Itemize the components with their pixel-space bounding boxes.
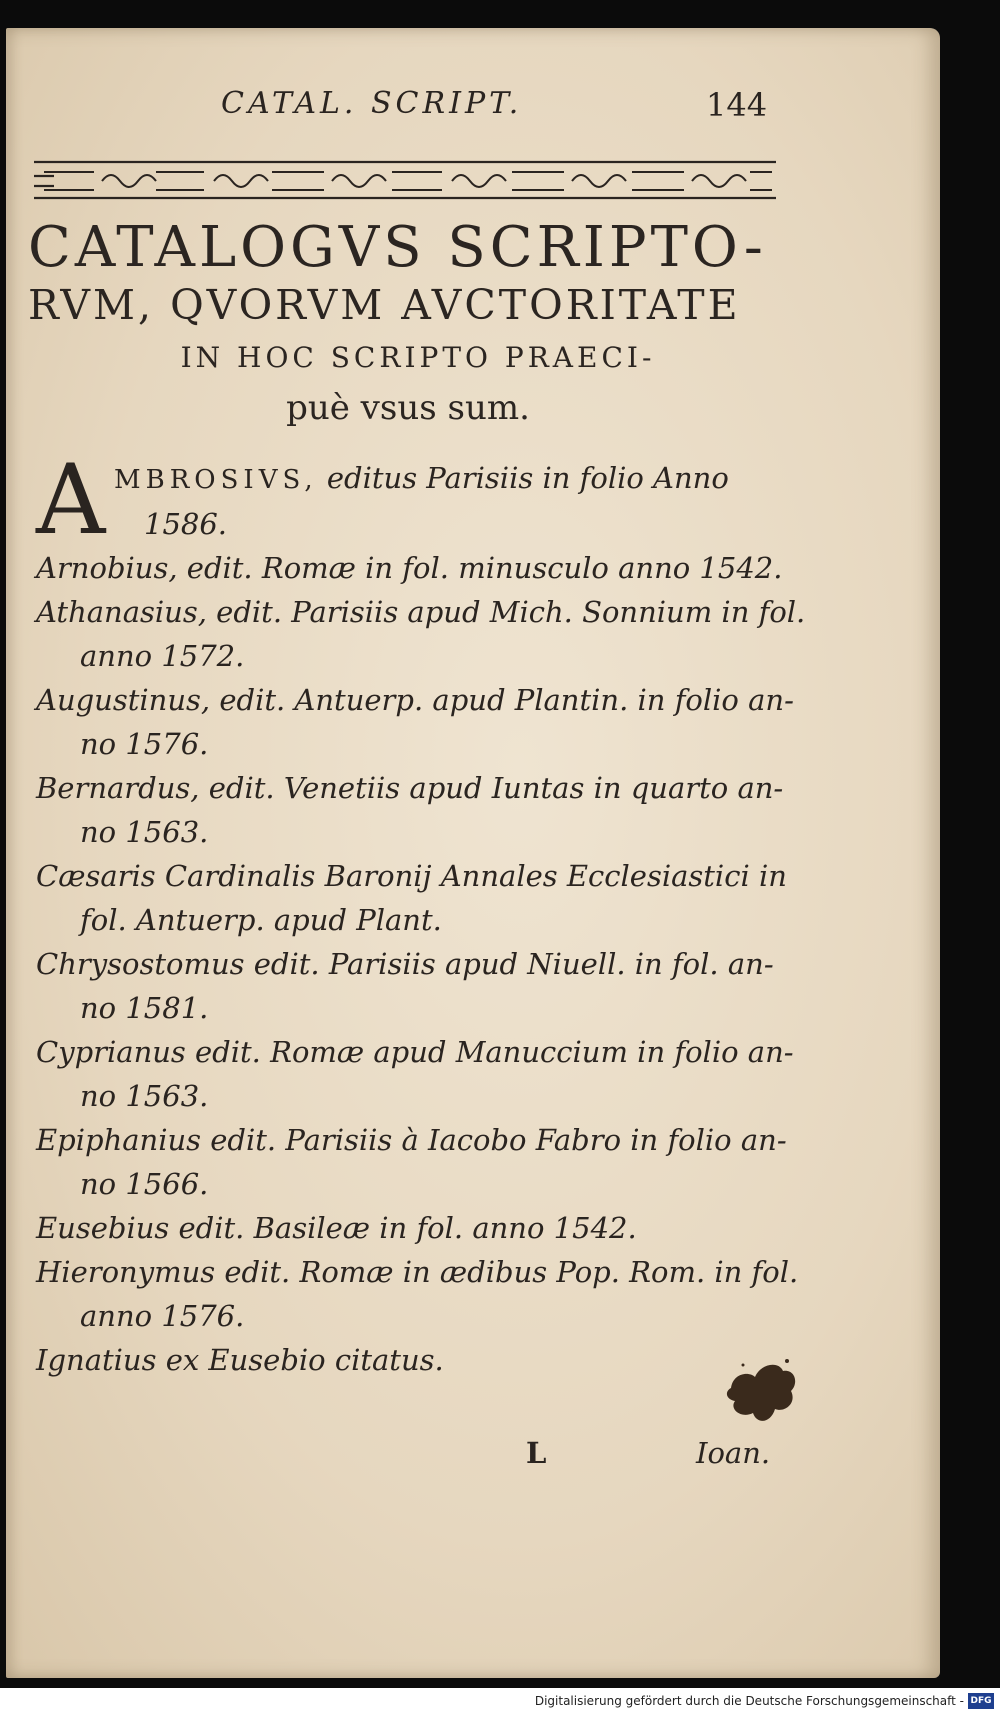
list-item-continuation: no 1576.	[80, 727, 209, 761]
list-item-continuation: fol. Antuerp. apud Plant.	[80, 903, 442, 937]
list-item	[36, 444, 786, 556]
list-item-continuation: no 1581.	[80, 991, 209, 1025]
book-page	[6, 28, 940, 1678]
list-item: Chrysostomus edit. Parisiis apud Niuell. in fol. an-	[36, 947, 774, 981]
heading-line-1: CATALOGVS SCRIPTO-	[28, 215, 767, 280]
list-item: Ignatius ex Eusebio citatus.	[36, 1343, 444, 1377]
author-list	[36, 444, 806, 1382]
list-item: Bernardus, edit. Venetiis apud Iuntas in quarto an-	[36, 771, 784, 805]
list-item-continuation: no 1566.	[80, 1167, 209, 1201]
list-item: Hieronymus edit. Romæ in ædibus Pop. Rom. in fol.	[36, 1255, 799, 1289]
digitization-footer	[0, 1688, 1000, 1715]
ornamental-border	[34, 148, 776, 208]
list-item-continuation: anno 1572.	[80, 639, 245, 673]
first-entry-text: editus Parisiis in folio Anno	[326, 461, 729, 495]
heading-line-3: IN HOC SCRIPTO PRAECI-	[180, 341, 656, 374]
list-item: Epiphanius edit. Parisiis à Iacobo Fabro in folio an-	[36, 1123, 787, 1157]
list-item-continuation: no 1563.	[80, 1079, 209, 1113]
list-item: Arnobius, edit. Romæ in fol. minusculo anno 1542.	[36, 551, 783, 585]
list-item: Athanasius, edit. Parisiis apud Mich. Sonnium in fol.	[36, 595, 806, 629]
ink-stain	[721, 1353, 801, 1428]
footer-text: Digitalisierung gefördert durch die Deutsche Forschungsgemeinschaft -	[534, 1694, 964, 1708]
list-item-continuation: anno 1576.	[80, 1299, 245, 1333]
first-entry-line-2: 1586.	[144, 507, 228, 541]
heading-line-4: puè vsus sum.	[286, 388, 530, 428]
list-item: Cyprianus edit. Romæ apud Manuccium in folio an-	[36, 1035, 794, 1069]
first-entry-line-1	[114, 456, 729, 502]
page-number: 144	[706, 86, 768, 124]
list-item: Eusebius edit. Basileæ in fol. anno 1542.	[36, 1211, 637, 1245]
list-item-continuation: no 1563.	[80, 815, 209, 849]
list-item: Cæsaris Cardinalis Baronij Annales Ecclesiastici in	[36, 859, 787, 893]
dfg-logo[interactable]: DFG	[968, 1693, 994, 1709]
running-title: CATAL. SCRIPT.	[221, 86, 523, 121]
catchword: Ioan.	[696, 1436, 771, 1470]
list-item: Augustinus, edit. Antuerp. apud Plantin. in folio an-	[36, 683, 794, 717]
signature-mark: L	[526, 1436, 547, 1470]
drop-cap: A	[36, 444, 106, 556]
first-entry-name: MBROSIVS,	[114, 465, 318, 495]
heading-line-2: RVM, QVORVM AVCTORITATE	[28, 281, 741, 329]
catalogue-heading	[28, 215, 788, 432]
